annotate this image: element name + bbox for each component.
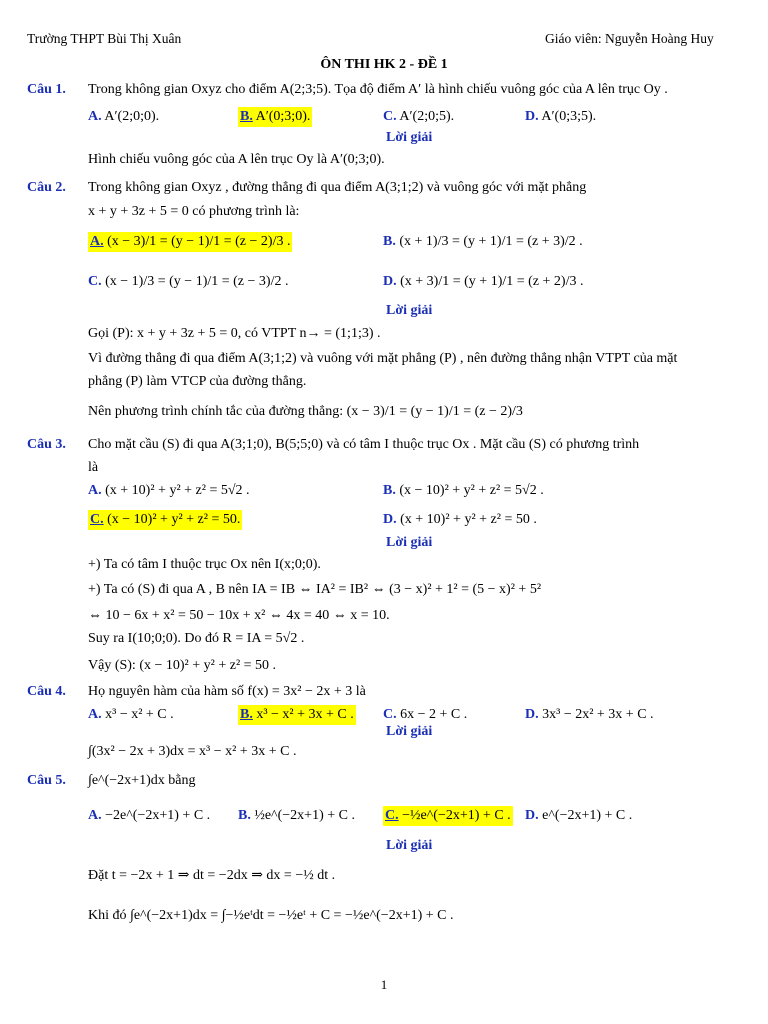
- option-label: B.: [240, 707, 253, 722]
- option-b-correct: [238, 107, 312, 127]
- school-name: Trường THPT Bùi Thị Xuân: [27, 31, 182, 46]
- solution-line: Vì đường thẳng đi qua điểm A(3;1;2) và vuông với mặt phẳng (P) , nên đường thẳng nhận VTPT của mặt: [88, 351, 678, 366]
- solution-heading: Lời giải: [386, 303, 433, 318]
- solution-line: Nên phương trình chính tắc của đường thẳng: (x − 3)/1 = (y − 1)/1 = (z − 2)/3: [88, 404, 523, 419]
- solution-line: ⇔ 10 − 6x + x² = 50 − 10x + x² ⇔ 4x = 40 ⇔ x = 10.: [88, 608, 390, 623]
- solution-line: phẳng (P) làm VTCP của đường thẳng.: [88, 374, 307, 389]
- page-number: 1: [380, 977, 388, 992]
- solution-line: Suy ra I(10;0;0). Do đó R = IA = 5√2 .: [88, 631, 305, 646]
- solution-line: ∫(3x² − 2x + 3)dx = x³ − x² + 3x + C .: [88, 744, 297, 759]
- option-label: D.: [525, 707, 539, 722]
- solution-line: Đặt t = −2x + 1 ⇒ dt = −2dx ⇒ dx = −½ dt .: [88, 868, 336, 883]
- solution-line: Vậy (S): (x − 10)² + y² + z² = 50 .: [88, 658, 277, 673]
- option-text: (x + 10)² + y² + z² = 50 .: [400, 512, 537, 527]
- option-label: B.: [240, 109, 253, 124]
- solution-heading: Lời giải: [386, 130, 433, 145]
- solution-heading: Lời giải: [386, 724, 433, 739]
- option-c: [383, 107, 454, 127]
- question-stem: Họ nguyên hàm của hàm số f(x) = 3x² − 2x + 3 là: [88, 684, 366, 699]
- question-stem: x + y + 3z + 5 = 0 có phương trình là:: [88, 204, 300, 219]
- option-text: −½e^(−2x+1) + C .: [402, 808, 511, 823]
- option-text: A′(0;3;0).: [255, 109, 311, 124]
- question-number: Câu 4.: [27, 684, 66, 699]
- option-b-correct: [238, 705, 356, 725]
- option-a-correct: [88, 232, 292, 252]
- option-text: x³ − x² + C .: [105, 707, 174, 722]
- solution-line: +) Ta có (S) đi qua A , B nên IA = IB ⇔ IA² = IB² ⇔ (3 − x)² + 1² = (5 − x)² + 5²: [88, 582, 542, 597]
- option-d: [383, 272, 583, 292]
- option-label: C.: [383, 707, 397, 722]
- option-text: (x + 1)/3 = (y + 1)/1 = (z + 3)/2 .: [399, 234, 583, 249]
- option-text: −2e^(−2x+1) + C .: [105, 808, 211, 823]
- option-text: (x − 10)² + y² + z² = 5√2 .: [399, 483, 544, 498]
- option-label: A.: [88, 707, 102, 722]
- option-text: (x − 1)/3 = (y − 1)/1 = (z − 3)/2 .: [105, 274, 289, 289]
- option-label: B.: [383, 483, 396, 498]
- solution-heading: Lời giải: [386, 535, 433, 550]
- option-c-correct: [88, 510, 242, 530]
- option-label: A.: [90, 234, 104, 249]
- option-text: 3x³ − 2x² + 3x + C .: [542, 707, 654, 722]
- option-text: A′(2;0;0).: [104, 109, 160, 124]
- option-label: D.: [525, 109, 539, 124]
- option-label: A.: [88, 483, 102, 498]
- option-label: D.: [383, 274, 397, 289]
- option-text: e^(−2x+1) + C .: [542, 808, 633, 823]
- option-b: [383, 481, 544, 501]
- option-text: (x + 10)² + y² + z² = 5√2 .: [105, 483, 250, 498]
- option-d: [525, 107, 596, 127]
- option-c: [383, 705, 467, 725]
- option-label: B.: [383, 234, 396, 249]
- option-text: (x − 10)² + y² + z² = 50.: [107, 512, 241, 527]
- option-text: (x + 3)/1 = (y + 1)/1 = (z + 2)/3 .: [400, 274, 584, 289]
- solution-line: Gọi (P): x + y + 3z + 5 = 0, có VTPT n→ = (1;1;3) .: [88, 326, 381, 341]
- option-label: A.: [88, 109, 102, 124]
- option-b: [238, 806, 355, 826]
- option-text: x³ − x² + 3x + C .: [256, 707, 354, 722]
- option-label: B.: [238, 808, 251, 823]
- option-a: [88, 806, 210, 826]
- option-label: D.: [525, 808, 539, 823]
- option-d: [525, 705, 654, 725]
- question-stem: Trong không gian Oxyz , đường thẳng đi qua điểm A(3;1;2) và vuông góc với mặt phẳng: [88, 180, 587, 195]
- solution-line: +) Ta có tâm I thuộc trục Ox nên I(x;0;0).: [88, 557, 321, 572]
- exam-title: ÔN THI HK 2 - ĐỀ 1: [320, 57, 448, 72]
- option-c-correct: [383, 806, 513, 826]
- question-stem: là: [88, 460, 99, 475]
- option-text: 6x − 2 + C .: [400, 707, 468, 722]
- solution-line: Hình chiếu vuông góc của A lên trục Oy là A′(0;3;0).: [88, 152, 385, 167]
- option-text: A′(0;3;5).: [541, 109, 597, 124]
- question-stem: ∫e^(−2x+1)dx bằng: [88, 773, 196, 788]
- option-label: C.: [385, 808, 399, 823]
- question-stem: Cho mặt cầu (S) đi qua A(3;1;0), B(5;5;0) và có tâm I thuộc trục Ox . Mặt cầu (S) có phương trình: [88, 437, 640, 452]
- option-label: C.: [88, 274, 102, 289]
- question-number: Câu 1.: [27, 82, 66, 97]
- option-a: [88, 481, 250, 501]
- option-label: D.: [383, 512, 397, 527]
- option-d: [383, 510, 537, 530]
- option-b: [383, 232, 583, 252]
- option-a: [88, 705, 174, 725]
- solution-line: Khi đó ∫e^(−2x+1)dx = ∫−½eᵗdt = −½eᵗ + C = −½e^(−2x+1) + C .: [88, 908, 454, 923]
- option-d: [525, 806, 632, 826]
- option-text: A′(2;0;5).: [399, 109, 455, 124]
- option-label: C.: [383, 109, 397, 124]
- option-label: A.: [88, 808, 102, 823]
- solution-heading: Lời giải: [386, 838, 433, 853]
- question-number: Câu 2.: [27, 180, 66, 195]
- option-text: ½e^(−2x+1) + C .: [254, 808, 355, 823]
- option-text: (x − 3)/1 = (y − 1)/1 = (z − 2)/3 .: [107, 234, 291, 249]
- option-c: [88, 272, 288, 292]
- question-stem: Trong không gian Oxyz cho điểm A(2;3;5). Tọa độ điểm A′ là hình chiếu vuông góc của A lên trục Oy .: [88, 82, 668, 97]
- option-label: C.: [90, 512, 104, 527]
- teacher-name: Giáo viên: Nguyễn Hoàng Huy: [545, 31, 714, 46]
- question-number: Câu 5.: [27, 773, 66, 788]
- question-number: Câu 3.: [27, 437, 66, 452]
- option-a: [88, 107, 159, 127]
